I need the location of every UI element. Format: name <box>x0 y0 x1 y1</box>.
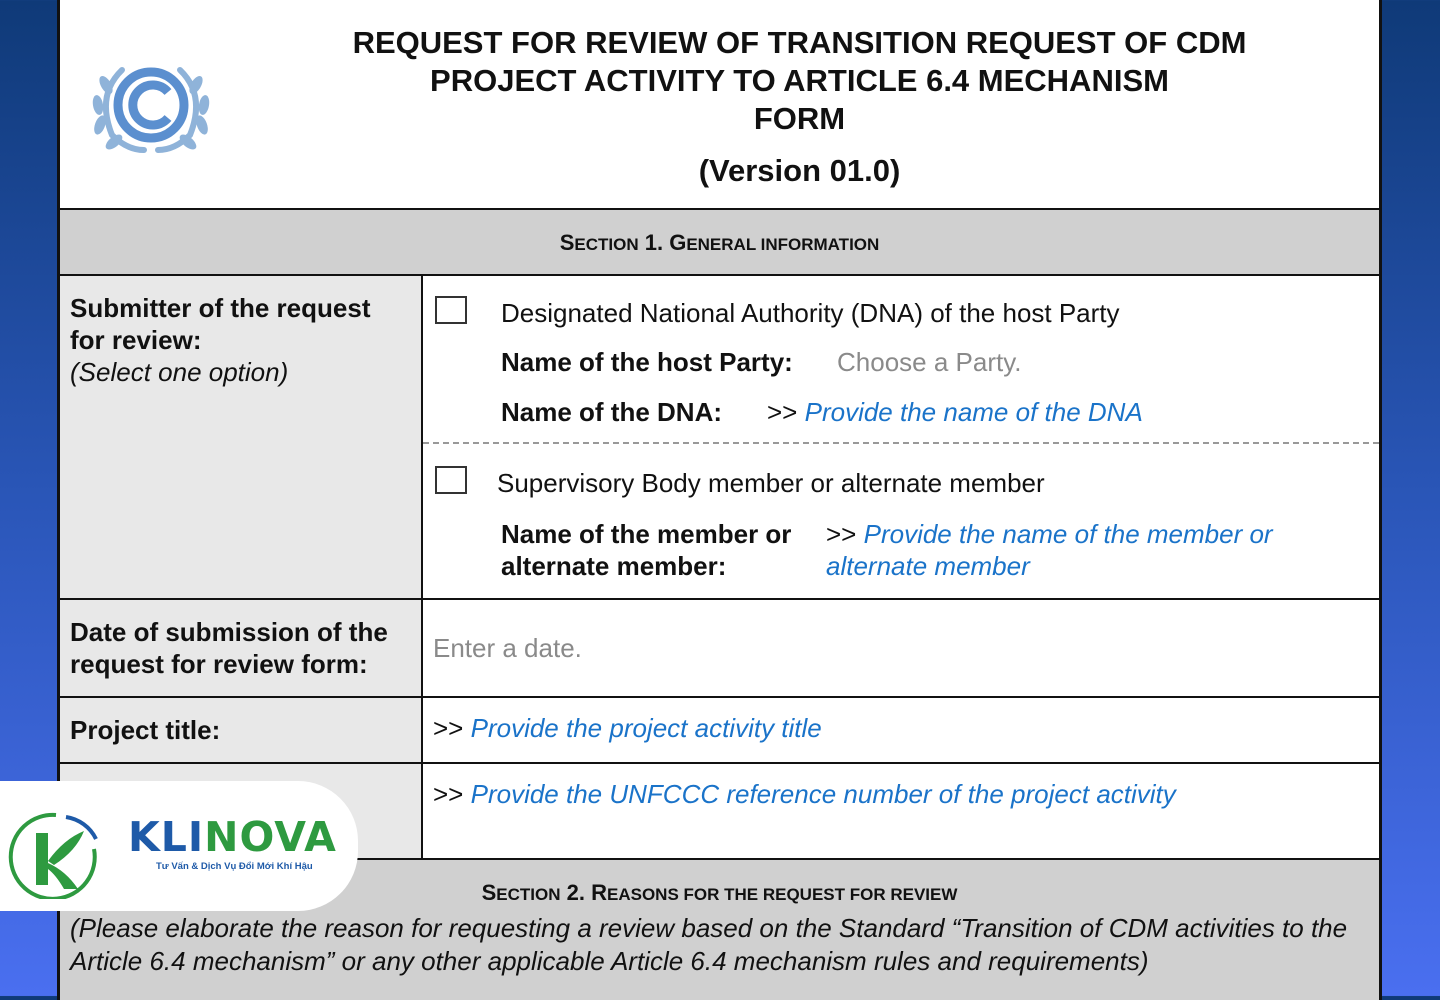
section-title-part: S <box>481 880 497 905</box>
date-input[interactable]: Enter a date. <box>433 633 582 663</box>
dna-name-placeholder: Provide the name of the DNA <box>804 397 1143 427</box>
section-title-part: 2. <box>560 880 592 905</box>
arrow-marker: >> <box>826 519 857 549</box>
section-title-part: EASONS FOR THE REQUEST FOR REVIEW <box>606 885 958 904</box>
project-title-label: Project title: <box>70 715 221 745</box>
submitter-options-cell <box>423 276 1379 598</box>
submitter-label: Submitter of the request for review: <box>70 293 371 355</box>
arrow-marker: >> <box>433 713 464 743</box>
submitter-row <box>60 276 1379 600</box>
section-1-header <box>60 210 1379 276</box>
wordmark-part: KLI <box>128 813 205 861</box>
unfccc-logo-icon <box>82 50 220 160</box>
submitter-label-cell <box>60 276 423 598</box>
date-label-cell <box>60 600 423 696</box>
project-title-placeholder: Provide the project activity title <box>470 713 822 743</box>
section-title-part: S <box>559 230 575 255</box>
section-title-part: ECTION <box>496 885 561 904</box>
reference-placeholder: Provide the UNFCCC reference number of the project activity <box>470 779 1176 809</box>
reference-value-cell <box>423 764 1379 858</box>
host-party-select[interactable]: Choose a Party. <box>837 347 1022 377</box>
section-title-part: R <box>591 880 607 905</box>
form-header <box>60 0 1379 210</box>
form-title <box>220 24 1379 138</box>
submitter-hint: (Select one option) <box>70 357 289 387</box>
member-name-placeholder: Provide the name of the member or alternate member <box>826 519 1273 581</box>
klinova-wordmark <box>128 813 337 861</box>
section-2-note: (Please elaborate the reason for requesting a review based on the Standard “Transition of CDM activities to the Article 6.4 mechanism” or any other applicable Article 6.4 mechanism rules and requirements) <box>70 913 1348 976</box>
form-title-line: FORM <box>753 101 846 136</box>
section-1-title <box>60 210 1379 256</box>
sb-member-checkbox[interactable] <box>435 466 467 494</box>
reference-field[interactable] <box>433 778 1176 810</box>
dna-name-label: Name of the DNA: <box>501 397 723 427</box>
host-party-label: Name of the host Party: <box>501 347 793 377</box>
project-title-field[interactable] <box>433 712 822 744</box>
arrow-marker: >> <box>433 779 464 809</box>
form-version: (Version 01.0) <box>698 153 901 188</box>
project-title-label-cell <box>60 698 423 762</box>
dna-option-label: Designated National Authority (DNA) of the host Party <box>501 298 1120 328</box>
section-title-part: ENERAL INFORMATION <box>686 235 880 254</box>
dna-name-field[interactable] <box>767 396 1143 428</box>
project-title-row <box>60 698 1379 764</box>
dna-checkbox[interactable] <box>435 296 467 324</box>
section-title-part: ECTION <box>574 235 639 254</box>
arrow-marker: >> <box>767 397 798 427</box>
section-title-part: G <box>669 230 687 255</box>
date-value-cell <box>423 600 1379 696</box>
form-title-line: REQUEST FOR REVIEW OF TRANSITION REQUEST OF CDM <box>352 25 1247 60</box>
option-divider <box>423 442 1379 444</box>
project-title-value-cell <box>423 698 1379 762</box>
wordmark-part: NOVA <box>204 813 337 861</box>
klinova-logo-icon <box>6 809 101 899</box>
date-row <box>60 600 1379 698</box>
form-title-line: PROJECT ACTIVITY TO ARTICLE 6.4 MECHANISM <box>430 63 1169 98</box>
member-name-field[interactable] <box>826 518 1346 582</box>
member-name-label: Name of the member or alternate member: <box>501 519 792 581</box>
klinova-tagline: Tư Vấn & Dịch Vụ Đổi Mới Khí Hậu <box>156 861 313 872</box>
date-label: Date of submission of the request for review form: <box>70 617 388 679</box>
klinova-badge <box>0 781 358 911</box>
sb-member-option-label: Supervisory Body member or alternate member <box>497 468 1045 498</box>
section-title-part: 1. <box>638 230 670 255</box>
